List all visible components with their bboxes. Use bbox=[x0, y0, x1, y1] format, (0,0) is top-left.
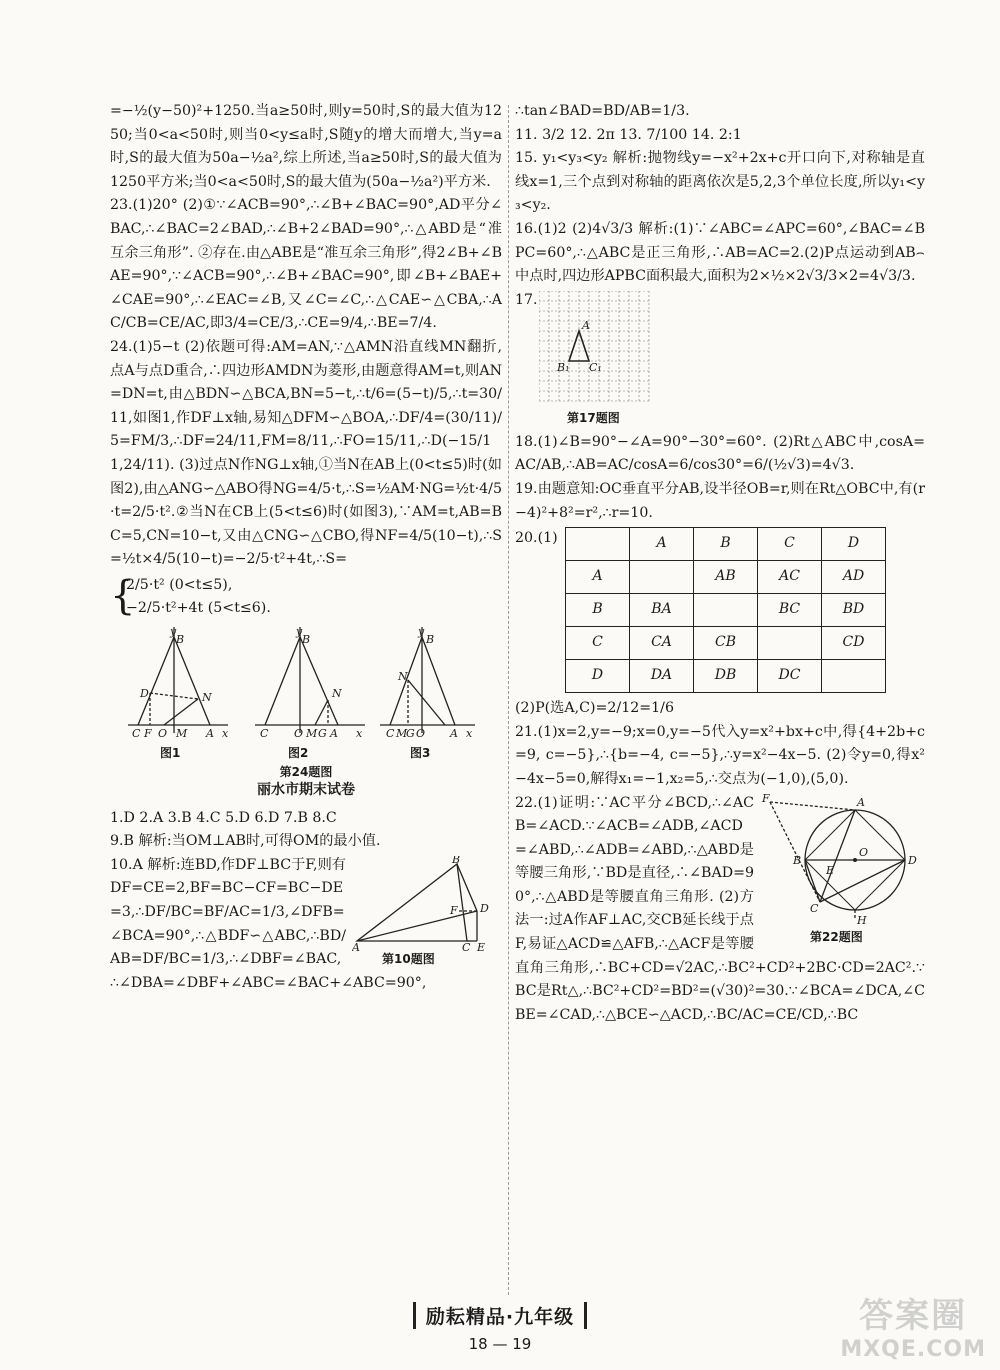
svg-text:O: O bbox=[294, 727, 304, 741]
svg-text:F: F bbox=[144, 727, 152, 741]
left-column bbox=[110, 100, 502, 995]
figure-10 bbox=[352, 856, 502, 966]
column-divider bbox=[508, 105, 509, 1295]
svg-text:B: B bbox=[176, 633, 185, 647]
fig1-label: 图1 bbox=[160, 746, 181, 761]
fig22-label-h: H bbox=[857, 913, 867, 927]
table-row bbox=[566, 561, 886, 594]
answer-20-label: 20.(1) bbox=[515, 530, 558, 547]
answer-15: 15. y₁<y₃<y₂ 解析:抛物线y=−x²+2x+c开口向下,对称轴是直线x=1,三个点到对称轴的距离依次是5,2,3个单位长度,所以y₁<y₃<y₂. bbox=[515, 150, 925, 214]
table-cell: AC bbox=[758, 561, 822, 594]
table-row bbox=[566, 594, 886, 627]
table-cell bbox=[758, 627, 822, 660]
table-cell: D bbox=[566, 660, 630, 693]
svg-text:F: F bbox=[450, 903, 458, 917]
answer-17-label: 17. bbox=[515, 291, 538, 308]
table-cell: C bbox=[758, 528, 822, 561]
fig22-label-c: C bbox=[810, 901, 819, 915]
table-row bbox=[566, 627, 886, 660]
answer-21: 21.(1)x=2,y=−9;x=0,y=−5代入y=x²+bx+c中,得{4+2b+c=9, c=−5},∴{b=−4, c=−5},∴y=x²−4x−5. (2)令y=0,得x²−4x−5=0,解得x₁=−1,x₂=5,∴交点为(−1,0),(5,0). bbox=[515, 723, 925, 787]
answer-10-continued: ∴tan∠BAD=BD/AB=1/3. bbox=[515, 103, 690, 119]
case-2: −2/5·t²+4t (5<t≤6). bbox=[126, 600, 271, 617]
table-cell bbox=[566, 528, 630, 561]
svg-text:B: B bbox=[426, 633, 435, 647]
fig2-label: 图2 bbox=[288, 746, 309, 761]
answers-1-8: 1.D 2.A 3.B 4.C 5.D 6.D 7.B 8.C bbox=[110, 809, 337, 826]
answer-22-block bbox=[515, 792, 925, 1028]
brace: { bbox=[110, 572, 136, 619]
fig17-label-a: A bbox=[582, 318, 590, 332]
fig22-label-b: B bbox=[793, 853, 802, 867]
svg-text:G: G bbox=[318, 727, 327, 741]
figure-24-drawing bbox=[110, 625, 502, 750]
table-cell: CB bbox=[694, 627, 758, 660]
answer-18: 18.(1)∠B=90°−∠A=90°−30°=60°. (2)Rt△ABC中,cosA=AC/AB,∴AB=AC/cosA=6/cos30°=6/(½√3)=4√3. bbox=[515, 433, 925, 474]
svg-text:G: G bbox=[406, 727, 415, 741]
table-cell bbox=[822, 660, 886, 693]
svg-text:x: x bbox=[356, 727, 363, 741]
svg-text:x: x bbox=[222, 727, 229, 741]
svg-text:M: M bbox=[176, 727, 188, 741]
svg-text:M: M bbox=[306, 727, 318, 741]
outcome-table bbox=[565, 527, 886, 693]
fig22-label-e: E bbox=[826, 863, 835, 877]
watermark-line2: MXQE.COM bbox=[840, 1337, 986, 1362]
table-cell: AB bbox=[694, 561, 758, 594]
svg-text:A: A bbox=[352, 940, 360, 951]
svg-text:C: C bbox=[260, 727, 269, 741]
svg-text:y: y bbox=[296, 625, 303, 639]
table-cell: A bbox=[566, 561, 630, 594]
answer-10: 10.A 解析:连BD,作DF⊥BC于F,则有DF=CE=2,BF=BC−CF=BC−DE=3,∴DF/BC=BF/AC=1/3,∠DFB=∠BCA=90°,∴△BDF∽△ABC,∴BD/AB=DF/BC=1/3,∴∠DBF=∠BAC,∴∠DBA=∠DBF+∠ABC=∠BAC+∠ABC=90°, bbox=[110, 856, 427, 991]
table-cell: CD bbox=[822, 627, 886, 660]
figure-22-caption: 第22题图 bbox=[810, 929, 863, 944]
answers-11-14: 11. 3/2 12. 2π 13. 7/100 14. 2:1 bbox=[515, 126, 742, 143]
svg-text:B: B bbox=[452, 855, 461, 866]
table-cell: A bbox=[630, 528, 694, 561]
table-cell: CA bbox=[630, 627, 694, 660]
svg-text:B: B bbox=[302, 633, 311, 647]
svg-text:O: O bbox=[158, 727, 168, 741]
figure-24 bbox=[110, 625, 502, 780]
table-cell bbox=[694, 594, 758, 627]
answer-20-part2: (2)P(选A,C)=2/12=1/6 bbox=[515, 700, 674, 717]
svg-text:A: A bbox=[330, 727, 338, 741]
svg-text:D: D bbox=[480, 901, 489, 915]
fig22-label-f: F bbox=[762, 791, 770, 805]
svg-text:C: C bbox=[386, 727, 395, 741]
fig3-label: 图3 bbox=[410, 746, 431, 761]
figure-17-grid bbox=[539, 291, 659, 406]
table-cell: BD bbox=[822, 594, 886, 627]
svg-text:C: C bbox=[132, 727, 141, 741]
answer-23: 23.(1)20° (2)①∵∠ACB=90°,∴∠B+∠BAC=90°,AD平分∠BAC,∴∠BAC=2∠BAD,∴∠B+2∠BAD=90°,∴△ABD是“准互余三角形”. ②存在.由△ABE是“准互余三角形”,得2∠B+∠BAE=90°,∵∠ACB=90°,∴∠B+∠BAC=90°,即∠B+∠BAE+∠CAE=90°,∴∠EAC=∠B,又∠C=∠C,∴△CAE∽△CBA,∴AC/CB=CE/AC,即3/4=CE/3,∴CE=9/4,∴BE=7/4. bbox=[110, 197, 502, 332]
table-cell: DB bbox=[694, 660, 758, 693]
piecewise-function bbox=[110, 574, 502, 621]
page-number: 18 — 19 bbox=[468, 1335, 532, 1353]
table-cell: C bbox=[566, 627, 630, 660]
table-row bbox=[566, 660, 886, 693]
svg-text:y: y bbox=[418, 625, 425, 639]
fig22-label-a: A bbox=[857, 795, 865, 809]
answer-19: 19.由题意知:OC垂直平分AB,设半径OB=r,则在Rt△OBC中,有(r−4)²+8²=r²,∴r=10. bbox=[515, 480, 925, 521]
svg-text:N: N bbox=[398, 670, 408, 684]
table-row bbox=[566, 528, 886, 561]
fig22-label-o: O bbox=[859, 845, 869, 859]
fig17-label-b1: B₁ bbox=[557, 360, 570, 374]
brand-title: 励耘精品·九年级 bbox=[413, 1302, 587, 1329]
case-1: 2/5·t² (0<t≤5), bbox=[126, 576, 233, 593]
fig17-label-c1: C₁ bbox=[589, 360, 602, 374]
figure-22 bbox=[760, 792, 925, 942]
svg-text:M: M bbox=[396, 727, 408, 741]
answer-24: 24.(1)5−t (2)依题可得:AM=AN,∵△AMN沿直线MN翻折,点A与点D重合,∴四边形AMDN为菱形,由题意得AM=t,则AN=DN=t,由△BDN∽△BCA,BN=5−t,∴t/6=(5−t)/5,∴t=30/11,如图1,作DF⊥x轴,易知△DFM∽△BOA,∴DF/4=(30/11)/5=FM/3,∴DF=24/11,FM=8/11,∴FO=15/11,∴D(−15/11,24/11). (3)过点N作NG⊥x轴,①当N在AB上(0<t≤5)时(如图2),由△ANG∽△ABO得NG=4/5·t,∴S=½AM·NG=½t·4/5·t=2/5·t².②当N在CB上(5<t≤6)时(如图3),∵AM=t,AB=BC=5,CN=10−t,又由△CNG∽△CBO,得NF=4/5(10−t),∴S=½t×4/5(10−t)=−2/5·t²+4t,∴S= bbox=[110, 338, 502, 568]
table-cell: BA bbox=[630, 594, 694, 627]
svg-text:A: A bbox=[206, 727, 214, 741]
answer-17 bbox=[515, 289, 925, 431]
svg-text:y: y bbox=[170, 625, 177, 639]
watermark bbox=[840, 1288, 986, 1362]
svg-text:D: D bbox=[140, 687, 149, 701]
fig22-label-d: D bbox=[908, 853, 917, 867]
answer-9: 9.B 解析:当OM⊥AB时,可得OM的最小值. bbox=[110, 833, 381, 850]
figure-24-caption: 第24题图 bbox=[279, 765, 333, 780]
table-cell: DC bbox=[758, 660, 822, 693]
table-cell bbox=[630, 561, 694, 594]
answer-20 bbox=[515, 527, 925, 693]
svg-text:A: A bbox=[450, 727, 458, 741]
table-cell: AD bbox=[822, 561, 886, 594]
figure-10-drawing bbox=[352, 856, 502, 951]
table-cell: D bbox=[822, 528, 886, 561]
svg-text:N: N bbox=[332, 687, 342, 701]
figure-10-caption: 第10题图 bbox=[382, 951, 435, 966]
svg-text:C: C bbox=[462, 940, 471, 951]
figure-22-drawing bbox=[760, 792, 925, 927]
table-cell: DA bbox=[630, 660, 694, 693]
svg-text:N: N bbox=[202, 691, 212, 705]
answer-10-block bbox=[110, 854, 502, 996]
answer-16: 16.(1)2 (2)4√3/3 解析:(1)∵∠ABC=∠APC=60°,∠BAC=∠BPC=60°,∴△ABC是正三角形,∴AB=AC=2.(2)P点运动到AB⌢中点时,四边形APBC面积最大,面积为2×½×2√3/3×2=4√3/3. bbox=[515, 220, 925, 285]
answer-22: 22.(1)证明:∵AC平分∠BCD,∴∠ACB=∠ACD.∵∠ACB=∠ADB,∠ACD=∠ABD,∴∠ADB=∠ABD,∴△ABD是等腰三角形,∵BD是直径,∴∠BAD=90°,∴△ABD是等腰直角三角形. (2)方法一:过A作AF⊥AC,交CB延长线于点F,易证△ACD≌△AFB,∴△ACF是等腰直角三角形,∴BC+CD=√2AC,∴BC²+CD²+2BC·CD=2AC².∵BC是Rt△,∴BC²+CD²=BD²=(√30)²=30.∵∠BCA=∠DCA,∠CBE=∠CAD,∴△BCE∽△ACD,∴BC/AC=CE/CD,∴BC bbox=[515, 794, 925, 1023]
table-cell: BC bbox=[758, 594, 822, 627]
watermark-line1: 答案圈 bbox=[859, 1296, 968, 1336]
svg-text:O: O bbox=[416, 727, 426, 741]
svg-text:x: x bbox=[466, 727, 473, 741]
answer-22-continued: =−½(y−50)²+1250.当a≥50时,则y=50时,S的最大值为1250;当0<a<50时,则当0<y≤a时,S随y的增大而增大,当y=a时,S的最大值为50a−½a²,综上所述,当a≥50时,S的最大值为1250平方米;当0<a<50时,S的最大值为(50a−½a²)平方米. bbox=[110, 103, 502, 190]
right-column bbox=[515, 100, 925, 1027]
table-cell: B bbox=[694, 528, 758, 561]
figure-17-caption: 第17题图 bbox=[567, 410, 620, 425]
table-cell: B bbox=[566, 594, 630, 627]
section-title: 丽水市期末试卷 bbox=[257, 782, 355, 799]
svg-text:E: E bbox=[477, 940, 486, 951]
